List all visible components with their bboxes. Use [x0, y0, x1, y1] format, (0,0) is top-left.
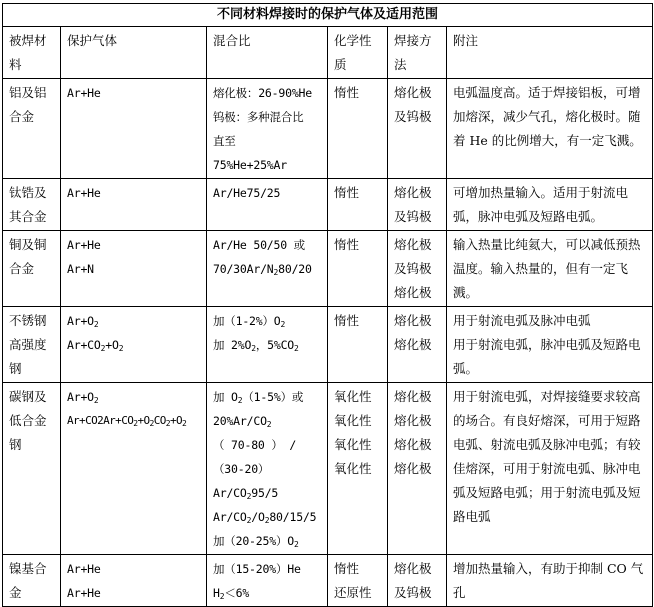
chem-cell: 惰性 还原性: [328, 555, 388, 607]
gas-cell: Ar+He: [61, 179, 207, 231]
material-cell: 钛锆及其合金: [3, 179, 61, 231]
material-cell: 镍基合金: [3, 555, 61, 607]
chem-cell: 氧化性 氧化性 氧化性 氧化性: [328, 383, 388, 555]
material-cell: 不锈钢高强度钢: [3, 307, 61, 383]
header-row: [3, 27, 653, 79]
mix-cell: 加$(1-2\%)O_2$ 加 $2\%O_2$，$5\%CO_2$: [207, 307, 328, 383]
mix-cell: Ar/He75/25: [207, 179, 328, 231]
table-row: [3, 231, 653, 307]
header-gas: 保护气体: [61, 27, 207, 79]
table-row: [3, 307, 653, 383]
chem-cell: 惰性: [328, 231, 388, 307]
note-cell: 输入热量比纯氦大，可以减低预热温度。输入热量的，但有一定飞溅。: [447, 231, 653, 307]
header-material: 被焊材料: [3, 27, 61, 79]
table-title: 不同材料焊接时的保护气体及适用范围: [3, 4, 653, 27]
table-row: [3, 79, 653, 179]
gas-cell: Ar+He Ar+He: [61, 555, 207, 607]
gas-cell: $Ar+O_2$ $Ar+CO2Ar+CO_2+O_2CO_2+O_2$: [61, 383, 207, 555]
mix-cell: 熔化极：26-90%He 钨极：多种混合比 直至 75%He+25%Ar: [207, 79, 328, 179]
note-cell: 增加热量输入，有助于抑制 CO 气孔: [447, 555, 653, 607]
mix-cell: Ar/He 50/50 或 $70/30Ar/N_280/20$: [207, 231, 328, 307]
header-mix: 混合比: [207, 27, 328, 79]
note-cell: 用于射流电弧及脉冲电弧 用于射流电弧，脉冲电弧及短路电弧。: [447, 307, 653, 383]
table-row: [3, 179, 653, 231]
method-cell: 熔化极 及钨极: [388, 79, 447, 179]
mix-cell: 加 $O_2(1-5\%)$或 $20\%Ar/CO_2$ （ 70-80 ） / （30-20） $Ar/CO_295/5$ $Ar/CO_2/O_280/15/5$ 加$(20-25\%)O_2$: [207, 383, 328, 555]
method-cell: 熔化极 及钨极: [388, 179, 447, 231]
title-row: [3, 4, 653, 27]
method-cell: 熔化极 熔化极: [388, 307, 447, 383]
mix-justified: [213, 129, 322, 153]
note-cell: 可增加热量输入。适用于射流电弧，脉冲电弧及短路电弧。: [447, 179, 653, 231]
material-cell: 碳钢及低合金钢: [3, 383, 61, 555]
mix-cell: 加（15-20%）He $H_2<6\%$: [207, 555, 328, 607]
method-cell: 熔化极 及钨极 熔化极: [388, 231, 447, 307]
chem-cell: 惰性: [328, 307, 388, 383]
chem-cell: 惰性: [328, 79, 388, 179]
gas-cell: Ar+He Ar+N: [61, 231, 207, 307]
method-cell: 熔化极 及钨极: [388, 555, 447, 607]
chem-cell: 惰性: [328, 179, 388, 231]
gas-cell: $Ar+O_2$ $Ar+CO_2+O_2$: [61, 307, 207, 383]
mix-justified-text: 直至: [213, 134, 236, 148]
table-row: [3, 383, 653, 555]
note-cell: 用于射流电弧，对焊接缝要求较高的场合。有良好熔深，可用于短路电弧、射流电弧及脉冲电弧；有较佳熔深，可用于射流电弧、脉冲电弧及短路电弧；用于射流电弧及短路电弧: [447, 383, 653, 555]
note-cell: 电弧温度高。适于焊接铝板，可增加熔深，减少气孔，熔化极时。随着 He 的比例增大，有一定飞溅。: [447, 79, 653, 179]
header-chem: 化学性质: [328, 27, 388, 79]
header-note: 附注: [447, 27, 653, 79]
material-cell: 铝及铝合金: [3, 79, 61, 179]
gas-cell: Ar+He: [61, 79, 207, 179]
gas-table: [2, 3, 653, 607]
material-cell: 铜及铜合金: [3, 231, 61, 307]
header-method: 焊接方法: [388, 27, 447, 79]
method-cell: 熔化极 熔化极 熔化极 熔化极: [388, 383, 447, 555]
